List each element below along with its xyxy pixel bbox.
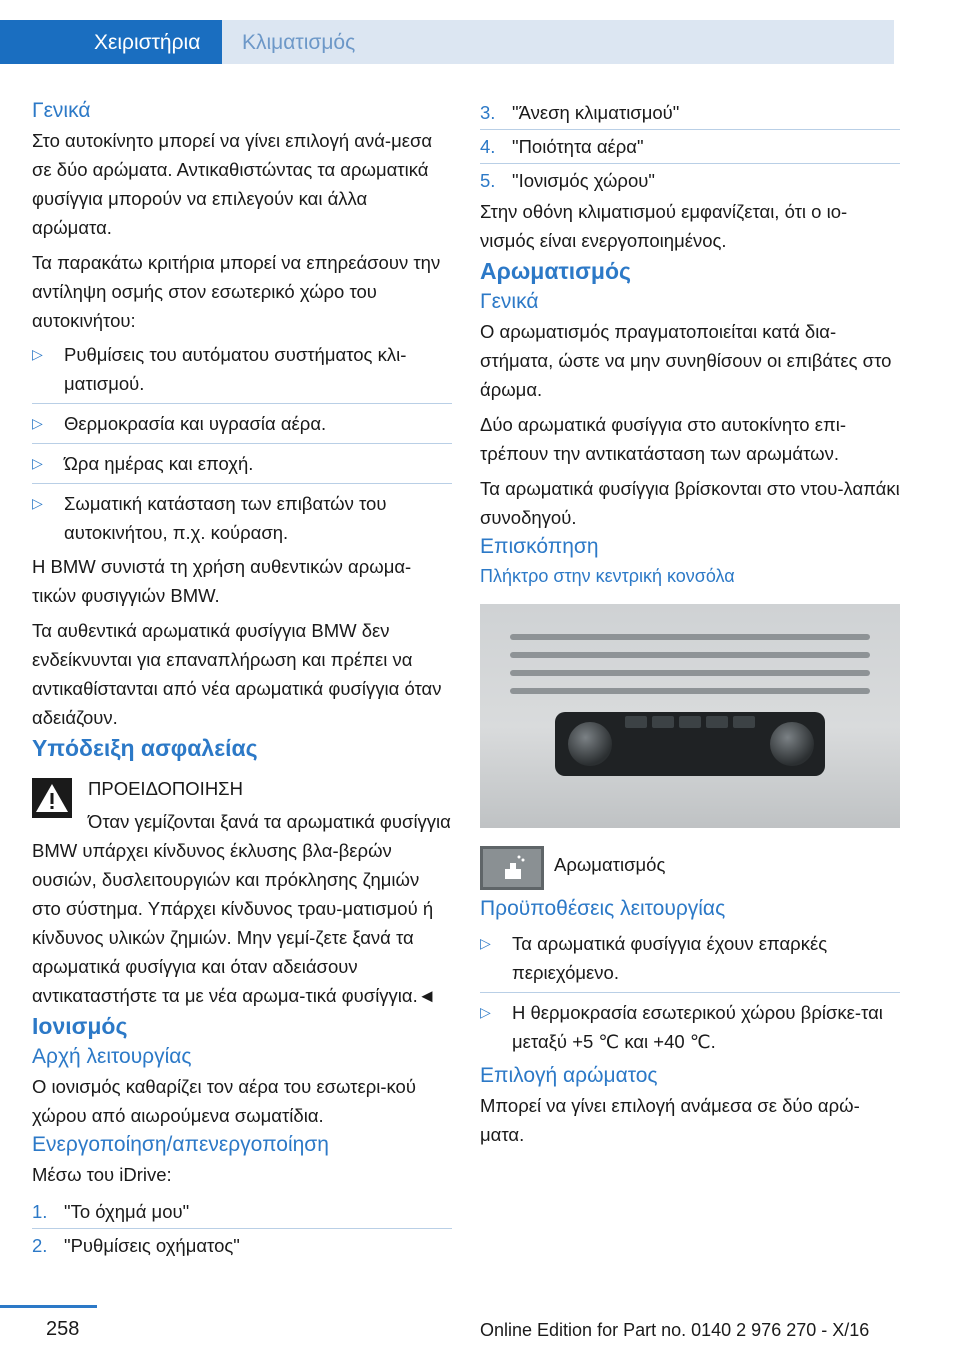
steps-list-right	[480, 96, 900, 197]
console-photo	[480, 604, 900, 828]
steps-list-left	[32, 1195, 452, 1262]
aroma-general-heading: Γενικά	[480, 290, 539, 313]
warning-triangle-icon	[32, 778, 72, 818]
display-text: Στην οθόνη κλιματισμού εμφανίζεται, ότι ο ιο-νισμός είναι ενεργοποιημένος.	[480, 201, 848, 251]
temperature-knob-icon	[770, 722, 814, 766]
caption-label: Αρωματισμός	[554, 854, 666, 875]
footer-rule	[0, 1305, 97, 1308]
general-heading: Γενικά	[32, 99, 91, 122]
list-item: ▷ Ρυθμίσεις του αυτόματου συστήματος κλι-ματισμού.	[32, 335, 452, 404]
fragrance-button-icon	[480, 846, 544, 890]
section-tab-climate: Κλιματισμός	[222, 20, 894, 64]
list-item: ▷ Θερμοκρασία και υγρασία αέρα.	[32, 404, 452, 444]
general-paragraph-1: Στο αυτοκίνητο μπορεί να γίνει επιλογή ανά-μεσα σε δύο αρώματα. Αντικαθιστώντας τα αρωματικά φυσίγγια μπορούν να επιλεγούν και άλλα αρώματα.	[32, 130, 433, 238]
warning-text: Όταν γεμίζονται ξανά τα αρωματικά φυσίγγια BMW υπάρχει κίνδυνος έκλυσης βλα-βερών ουσιών, δυσλειτουργιών και πρόκλησης ζημιών στο σύστημα. Υπάρχει κίνδυνος τραυ-ματισμού ή κίνδυνος υλικών ζημιών. Μην γεμί-ζετε ξανά τα αρωματικά φυσίγγια και όταν αδειάσουν αντικαταστήστε τα με νέα αρωμα-τικά φυσίγγια.◄	[32, 811, 451, 1006]
overview-heading: Επισκόπηση	[480, 535, 599, 558]
list-item: ▷ Ώρα ημέρας και εποχή.	[32, 444, 452, 484]
bmw-paragraph-2: Τα αυθεντικά αρωματικά φυσίγγια BMW δεν ενδείκνυνται για επαναπλήρωση και πρέπει να αντικαθίστανται από νέα αρωματικά φυσίγγια όταν αδειάζουν.	[32, 620, 442, 728]
list-item: 4. "Ποιότητα αέρα"	[480, 130, 900, 164]
list-item: 2. "Ρυθμίσεις οχήματος"	[32, 1235, 240, 1256]
triangle-bullet-icon: ▷	[32, 495, 43, 511]
temperature-knob-icon	[568, 722, 612, 766]
warning-block	[32, 774, 452, 1010]
aroma-paragraph-1: Ο αρωματισμός πραγματοποιείται κατά δια-στήματα, ώστε να μην συνηθίσουν οι επιβάτες στο άρωμα.	[480, 321, 892, 400]
list-item: 3. "Άνεση κλιματισμού"	[480, 96, 900, 130]
triangle-bullet-icon: ▷	[32, 346, 43, 362]
principle-text: Ο ιονισμός καθαρίζει τον αέρα του εσωτερι-κού χώρου από αιωρούμενα σωματίδια.	[32, 1076, 416, 1126]
aroma-paragraph-2: Δύο αρωματικά φυσίγγια στο αυτοκίνητο επι-τρέπουν την αντικατάσταση των αρωμάτων.	[480, 414, 846, 464]
triangle-bullet-icon: ▷	[480, 1004, 491, 1020]
edition-text: Online Edition for Part no. 0140 2 976 270 - X/16	[480, 1320, 870, 1340]
list-item: ▷ Τα αρωματικά φυσίγγια έχουν επαρκές περιεχόμενο.	[480, 924, 900, 993]
prereq-list	[480, 924, 900, 1061]
via-idrive-text: Μέσω του iDrive:	[32, 1164, 172, 1185]
left-column	[32, 96, 452, 1262]
select-text: Μπορεί να γίνει επιλογή ανάμεσα σε δύο αρώ-ματα.	[480, 1095, 860, 1145]
page-header	[0, 0, 960, 64]
section-tab-controls: Χειριστήρια	[0, 20, 222, 64]
list-item: ▷ Η θερμοκρασία εσωτερικού χώρου βρίσκε-ται μεταξύ +5 ℃ και +40 ℃.	[480, 993, 900, 1061]
list-item: 1. "Το όχημά μου"	[32, 1195, 452, 1229]
page-number: 258	[46, 1318, 80, 1340]
triangle-bullet-icon: ▷	[32, 415, 43, 431]
list-item: ▷ Σωματική κατάσταση των επιβατών του αυτοκινήτου, π.χ. κούραση.	[32, 484, 452, 552]
prereq-heading: Προϋποθέσεις λειτουργίας	[480, 897, 726, 920]
button-heading: Πλήκτρο στην κεντρική κονσόλα	[480, 566, 735, 586]
list-item: 5. "Ιονισμός χώρου"	[480, 170, 655, 191]
photo-caption	[480, 846, 900, 894]
triangle-bullet-icon: ▷	[32, 455, 43, 471]
activation-heading: Ενεργοποίηση/απενεργοποίηση	[32, 1133, 329, 1156]
aroma-paragraph-3: Τα αρωματικά φυσίγγια βρίσκονται στο ντου-λαπάκι συνοδηγού.	[480, 478, 900, 528]
select-heading: Επιλογή αρώματος	[480, 1064, 658, 1087]
right-column	[480, 96, 900, 1149]
warning-title: ΠΡΟΕΙΔΟΠΟΙΗΣΗ	[88, 778, 243, 799]
triangle-bullet-icon: ▷	[480, 935, 491, 951]
principle-heading: Αρχή λειτουργίας	[32, 1045, 192, 1068]
general-paragraph-2: Τα παρακάτω κριτήρια μπορεί να επηρεάσουν την αντίληψη οσμής στον εσωτερικό χώρο του αυτοκινήτου:	[32, 252, 441, 331]
aroma-heading: Αρωματισμός	[480, 258, 631, 284]
bmw-paragraph-1: Η BMW συνιστά τη χρήση αυθεντικών αρωμα-τικών φυσιγγιών BMW.	[32, 556, 412, 606]
ionization-heading: Ιονισμός	[32, 1013, 128, 1039]
safety-heading: Υπόδειξη ασφαλείας	[32, 735, 258, 761]
criteria-list	[32, 335, 452, 552]
